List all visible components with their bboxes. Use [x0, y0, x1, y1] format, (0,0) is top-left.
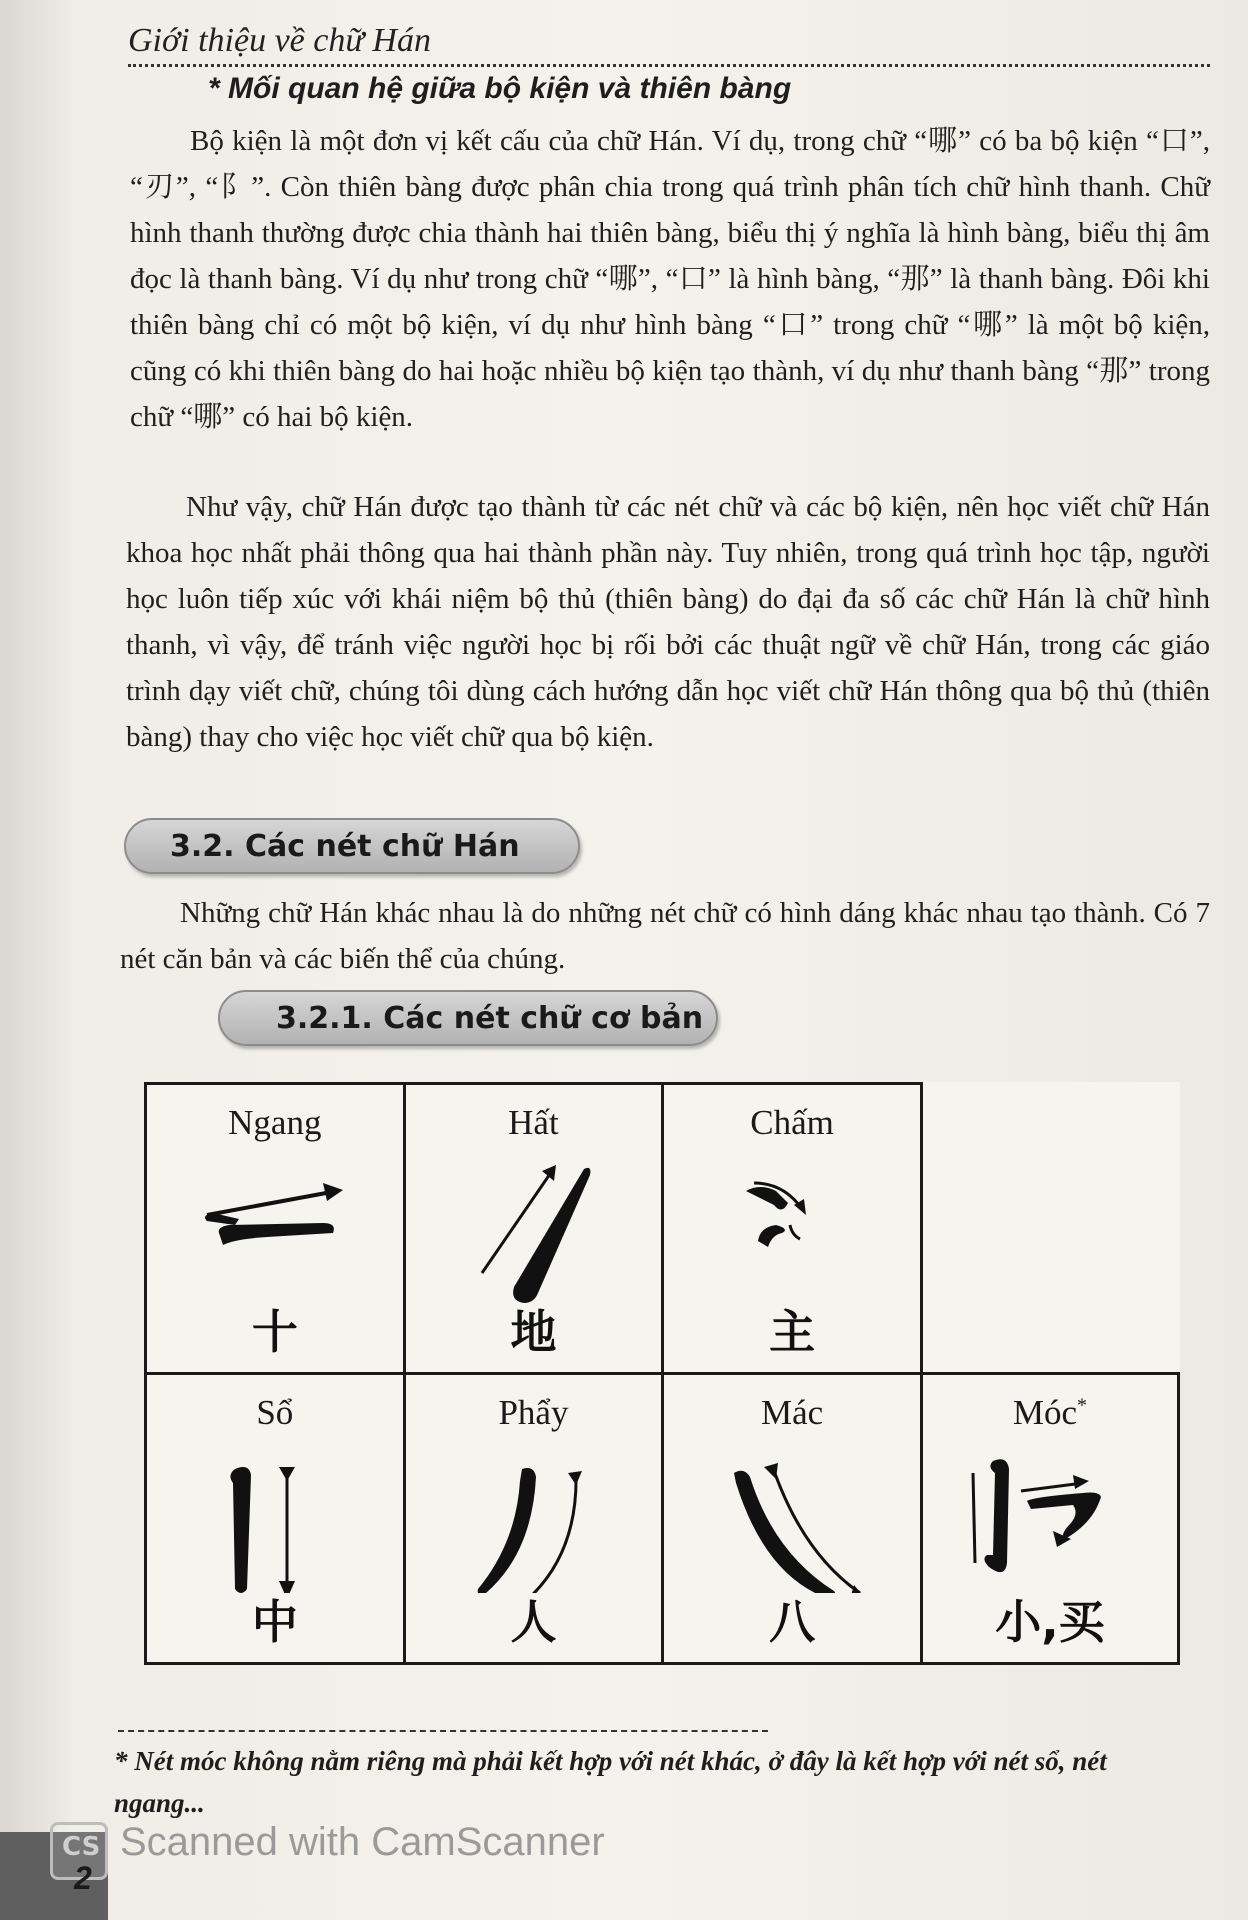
stroke-cell-so — [146, 1374, 405, 1664]
table-row — [146, 1084, 1179, 1374]
section-heading-3-2-1: 3.2.1. Các nét chữ cơ bản — [218, 990, 718, 1046]
stroke-cell-hat — [404, 1084, 663, 1374]
stroke-cell-phay — [404, 1374, 663, 1664]
basic-strokes-table — [144, 1082, 1180, 1665]
stroke-cell-ngang — [146, 1084, 405, 1374]
paragraph-learning: Như vậy, chữ Hán được tạo thành từ các nét chữ và các bộ kiện, nên học viết chữ Hán khoa học nhất phải thông qua hai thành phần này. Tuy nhiên, trong quá trình học tập, người học luôn tiếp xúc với khái niệm bộ thủ (thiên bàng) do đại đa số các chữ Hán là chữ hình thanh, vì vậy, để tránh việc người học bị rối bởi các thuật ngữ về chữ Hán, trong các giáo trình dạy viết chữ, chúng tôi dùng cách hướng dẫn học viết chữ Hán thông qua bộ thủ (thiên bàng) thay cho việc học viết chữ qua bộ kiện. — [126, 491, 1210, 753]
table-row — [146, 1374, 1179, 1664]
hook-stroke-icon — [923, 1443, 1177, 1593]
stroke-name: Mác — [760, 1393, 824, 1432]
rising-stroke-icon — [406, 1153, 662, 1303]
example-char: 人 — [510, 1595, 557, 1649]
stroke-cell-mac — [663, 1374, 922, 1664]
paragraph-radicals: Bộ kiện là một đơn vị kết cấu của chữ Hán. Ví dụ, trong chữ “哪” có ba bộ kiện “口”, “刃”, “阝”. Còn thiên bàng được phân chia trong quá trình phân tích chữ hình thanh. Chữ hình thanh thường được chia thành hai thiên bàng, biểu thị ý nghĩa là hình bàng, biểu thị âm đọc là thanh bàng. Ví dụ như trong chữ “哪”, “口” là hình bàng, “那” là thanh bàng. Đôi khi thiên bàng chỉ có một bộ kiện, ví dụ như hình bàng “口” trong chữ “哪” là một bộ kiện, cũng có khi thiên bàng do hai hoặc nhiều bộ kiện tạo thành, ví dụ như thanh bàng “那” trong chữ “哪” có hai bộ kiện. — [130, 125, 1210, 433]
footnote-marker: * — [1077, 1394, 1088, 1417]
right-falling-stroke-icon — [664, 1443, 920, 1593]
subsection-title: * Mối quan hệ giữa bộ kiện và thiên bàng — [208, 72, 792, 105]
vertical-stroke-icon — [147, 1443, 403, 1593]
left-falling-stroke-icon — [406, 1443, 662, 1593]
example-chars: 小,买 — [995, 1595, 1105, 1649]
dot-stroke-icon — [664, 1153, 920, 1303]
stroke-cell-moc — [921, 1374, 1178, 1664]
stroke-name: Chấm — [750, 1103, 834, 1142]
stroke-name: Hất — [508, 1103, 559, 1142]
paragraph-strokes-intro: Những chữ Hán khác nhau là do những nét chữ có hình dáng khác nhau tạo thành. Có 7 nét căn bản và các biến thể của chúng. — [120, 897, 1210, 975]
stroke-name: Phẩy — [498, 1393, 569, 1432]
scanner-watermark: Scanned with CamScanner — [120, 1820, 605, 1864]
example-char: 主 — [769, 1305, 816, 1359]
example-char: 十 — [251, 1305, 298, 1359]
example-char: 地 — [510, 1305, 557, 1359]
running-title: Giới thiệu về chữ Hán — [128, 22, 431, 59]
stroke-name: Ngang — [228, 1103, 322, 1142]
camscanner-logo-text: CS — [62, 1832, 101, 1862]
page-number: 2 — [74, 1860, 92, 1896]
empty-cell — [921, 1084, 1178, 1374]
stroke-name: Sổ — [256, 1393, 294, 1432]
stroke-name — [923, 1393, 1177, 1433]
section-heading-3-2: 3.2. Các nét chữ Hán — [124, 818, 580, 874]
header-dotted-rule — [128, 64, 1210, 67]
stroke-name-text: Móc — [1012, 1393, 1078, 1432]
footnote: * Nét móc không nằm riêng mà phải kết hợp với nét khác, ở đây là kết hợp với nét sổ, nét ngang... — [114, 1746, 1107, 1818]
footnote-separator — [118, 1730, 768, 1732]
stroke-cell-cham — [663, 1084, 922, 1374]
example-char: 中 — [251, 1595, 298, 1649]
horizontal-stroke-icon — [147, 1153, 403, 1303]
example-char: 八 — [769, 1595, 816, 1649]
